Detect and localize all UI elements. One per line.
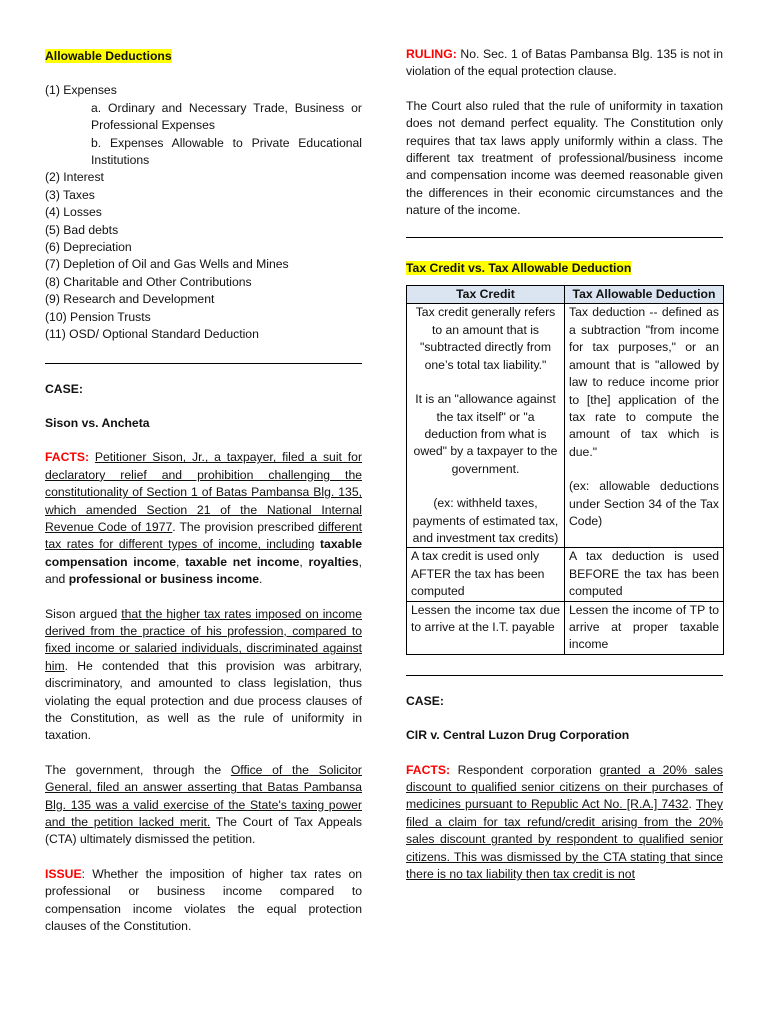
- case-title: CIR v. Central Luzon Drug Corporation: [406, 728, 630, 743]
- facts-label: FACTS:: [406, 762, 451, 777]
- deduction-subitem-b: b. Expenses Allowable to Private Educational Institutions: [91, 135, 362, 168]
- deduction-item: (8) Charitable and Other Contributions: [45, 274, 252, 289]
- table-row: [407, 548, 724, 601]
- table-cell: Tax deduction -- defined as a subtraction "from income for tax purposes," or an amount that is "allowed by law to reduce income prior to [the] application of the tax rate to compute the amount of tax which is due." (ex: allowable deductions under Section 34 of the Tax Code): [565, 304, 724, 548]
- table-row: [407, 304, 724, 548]
- table-cell: A tax deduction is used BEFORE the tax has been computed: [565, 548, 724, 601]
- facts-paragraph: FACTS: Respondent corporation granted a 20% sales discount to qualified senior citizens on their purchases of medicines pursuant to Republic Act No. [R.A.] 7432. They filed a claim for tax refund/credit arising from the 20% sales discount granted by respondent to qualified senior citizens. This was dismissed by the CTA stating that since there is no tax liability then tax credit is not: [406, 762, 723, 882]
- government-paragraph: The government, through the Office of the Solicitor General, filed an answer asserting that Batas Pambansa Blg. 135 was a valid exercise of the State's taxing power and the petition lacked merit. The Court of Tax Appeals (CTA) ultimately dismissed the petition.: [45, 762, 362, 847]
- issue-paragraph: ISSUE: Whether the imposition of higher tax rates on professional or business income compared to compensation income violates the equal protection clauses of the Constitution.: [45, 866, 362, 934]
- deduction-item: (5) Bad debts: [45, 222, 119, 237]
- left-column: [45, 46, 362, 935]
- issue-label: ISSUE: [45, 866, 82, 881]
- table-cell: A tax credit is used only AFTER the tax has been computed: [407, 548, 565, 601]
- deduction-item: (11) OSD/ Optional Standard Deduction: [45, 327, 259, 342]
- ruling-label: RULING:: [406, 47, 457, 61]
- comparison-heading: Tax Credit vs. Tax Allowable Deduction: [406, 260, 632, 275]
- deduction-item: (7) Depletion of Oil and Gas Wells and Mines: [45, 257, 289, 272]
- deduction-item: (2) Interest: [45, 170, 104, 185]
- uniformity-paragraph: The Court also ruled that the rule of uniformity in taxation does not demand perfect equality. The Constitution only requires that tax laws apply uniformly within a class. The different tax treatment of professional/business income and compensation income was deemed reasonable given the differences in their economic circumstances and the nature of the income.: [406, 98, 723, 218]
- case-title: Sison vs. Ancheta: [45, 415, 150, 430]
- table-cell: Lessen the income of TP to arrive at proper taxable income: [565, 601, 724, 654]
- case-label: CASE:: [45, 381, 83, 396]
- argument-paragraph: Sison argued that the higher tax rates imposed on income derived from the practice of his profession, compared to fixed income or salaried individuals, discriminated against him. He contended that this provision was arbitrary, discriminatory, and amounted to class legislation, thus violating the equal protection and due process clauses of the Constitution, as well as the rule of uniformity in taxation.: [45, 606, 362, 743]
- ruling-paragraph: RULING: No. Sec. 1 of Batas Pambansa Blg. 135 is not in violation of the equal protection clause.: [406, 47, 723, 79]
- deduction-item: (4) Losses: [45, 205, 102, 220]
- allowable-deductions-heading: Allowable Deductions: [45, 49, 172, 63]
- deduction-subitem-a: a. Ordinary and Necessary Trade, Business or Professional Expenses: [91, 100, 362, 133]
- deduction-item: (10) Pension Trusts: [45, 309, 151, 324]
- deduction-item: (9) Research and Development: [45, 292, 215, 307]
- facts-label: FACTS:: [45, 450, 90, 465]
- table-header-tax-deduction: Tax Allowable Deduction: [565, 286, 724, 304]
- deduction-item: (3) Taxes: [45, 187, 95, 202]
- facts-paragraph: FACTS: Petitioner Sison, Jr., a taxpayer, filed a suit for declaratory relief and prohibition challenging the constitutionality of Section 1 of Batas Pambansa Blg. 135, which amended Section 21 of the National Internal Revenue Code of 1977. The provision prescribed different tax rates for different types of income, including taxable compensation income, taxable net income, royalties, and professional or business income.: [45, 450, 363, 587]
- table-header-row: [407, 286, 724, 304]
- deduction-item: (6) Depreciation: [45, 240, 132, 255]
- comparison-table: [406, 285, 724, 655]
- table-header-tax-credit: Tax Credit: [407, 286, 565, 304]
- table-row: [407, 601, 724, 654]
- table-cell: Tax credit generally refers to an amount that is "subtracted directly from one’s total tax liability." It is an "allowance against the tax itself" or "a deduction from what is owed" by a taxpayer to the government. (ex: withheld taxes, payments of estimated tax, and investment tax credits): [407, 304, 565, 548]
- deduction-item-expenses: (1) Expenses: [45, 83, 117, 98]
- table-cell: Lessen the income tax due to arrive at the I.T. payable: [407, 601, 565, 654]
- right-column: [406, 46, 723, 883]
- case-label: CASE:: [406, 693, 444, 708]
